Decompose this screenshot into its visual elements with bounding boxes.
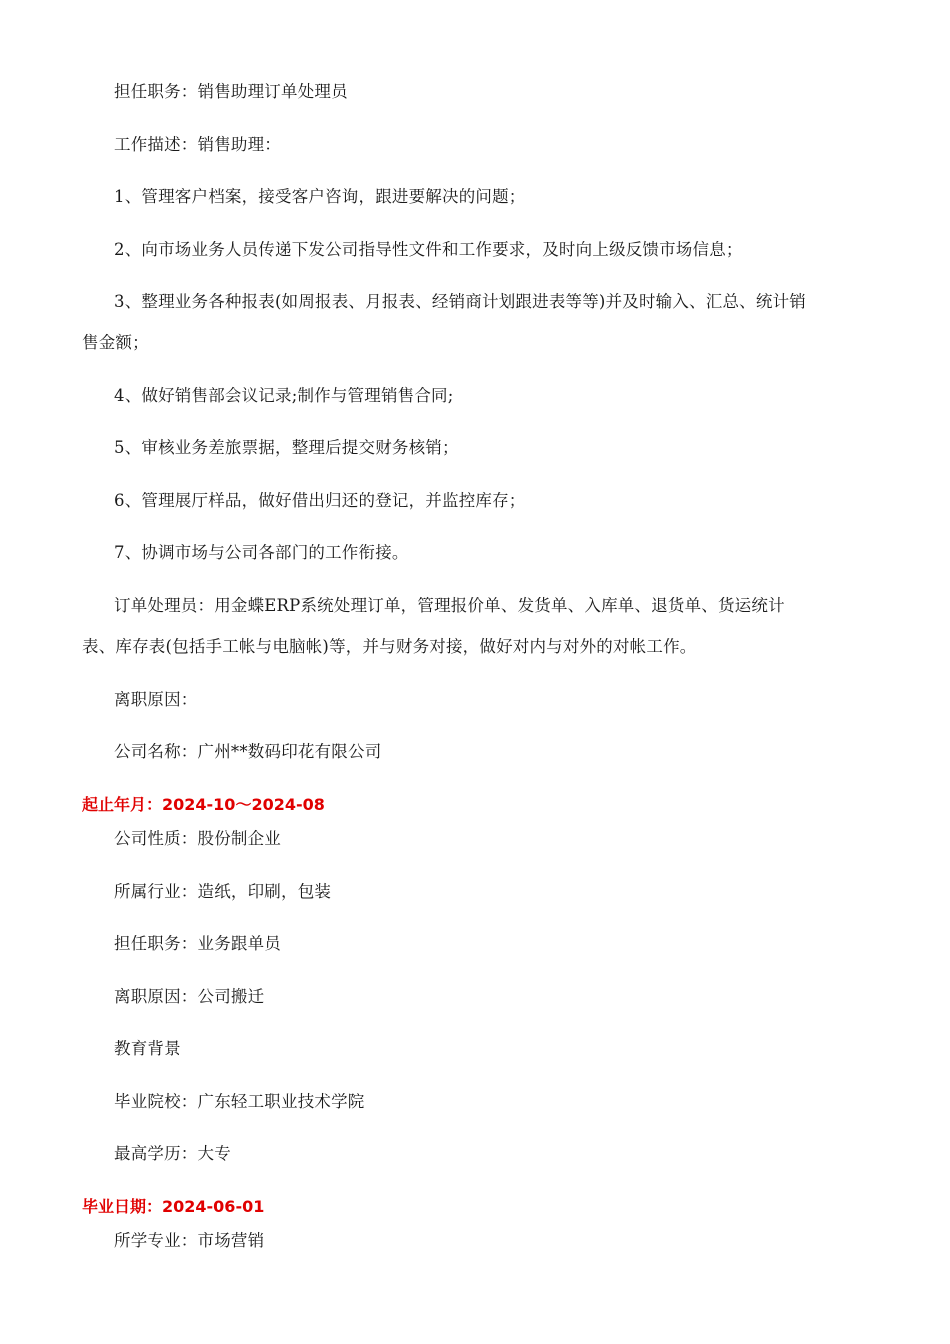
text-line-school: 毕业院校：广东轻工职业技术学院 (114, 1092, 365, 1111)
text-line-industry: 所属行业：造纸，印刷，包装 (114, 882, 332, 901)
text-line-leaving-reason-2: 离职原因：公司搬迁 (114, 987, 265, 1006)
text-line-duty-1: 1、管理客户档案，接受客户咨询，跟进要解决的问题； (114, 187, 526, 206)
text-line-duty-2: 2、向市场业务人员传递下发公司指导性文件和工作要求，及时向上级反馈市场信息； (114, 240, 743, 259)
text-line-duty-4: 4、做好销售部会议记录;制作与管理销售合同; (114, 386, 454, 405)
text-line-duty-7: 7、协调市场与公司各部门的工作衔接。 (114, 543, 409, 562)
text-line-duty-5: 5、审核业务差旅票据，整理后提交财务核销； (114, 438, 459, 457)
text-line-job-description: 工作描述：销售助理： (114, 135, 281, 154)
text-line-leaving-reason: 离职原因： (114, 690, 198, 709)
text-line-education-title: 教育背景 (114, 1039, 181, 1058)
text-line-position-2: 担任职务：业务跟单员 (114, 934, 281, 953)
text-line-order-clerk-cont: 表、库存表(包括手工帐与电脑帐)等，并与财务对接，做好对内与对外的对帐工作。 (82, 637, 697, 656)
text-line-duty-6: 6、管理展厅样品，做好借出归还的登记，并监控库存； (114, 491, 526, 510)
text-line-position: 担任职务：销售助理订单处理员 (114, 82, 348, 101)
text-line-order-clerk: 订单处理员：用金蝶ERP系统处理订单，管理报价单、发货单、入库单、退货单、货运统计 (114, 596, 785, 615)
period-heading: 起止年月：2024-10～2024-08 (82, 795, 325, 814)
text-line-company-nature: 公司性质：股份制企业 (114, 829, 281, 848)
text-line-company-name: 公司名称：广州**数码印花有限公司 (114, 742, 382, 761)
text-line-duty-3-cont: 售金额； (82, 333, 149, 352)
text-line-duty-3: 3、整理业务各种报表(如周报表、月报表、经销商计划跟进表等等)并及时输入、汇总、统计销 (114, 292, 806, 311)
text-line-major: 所学专业：市场营销 (114, 1231, 265, 1250)
graduation-date-heading: 毕业日期：2024-06-01 (82, 1197, 265, 1216)
text-line-degree: 最高学历：大专 (114, 1144, 231, 1163)
